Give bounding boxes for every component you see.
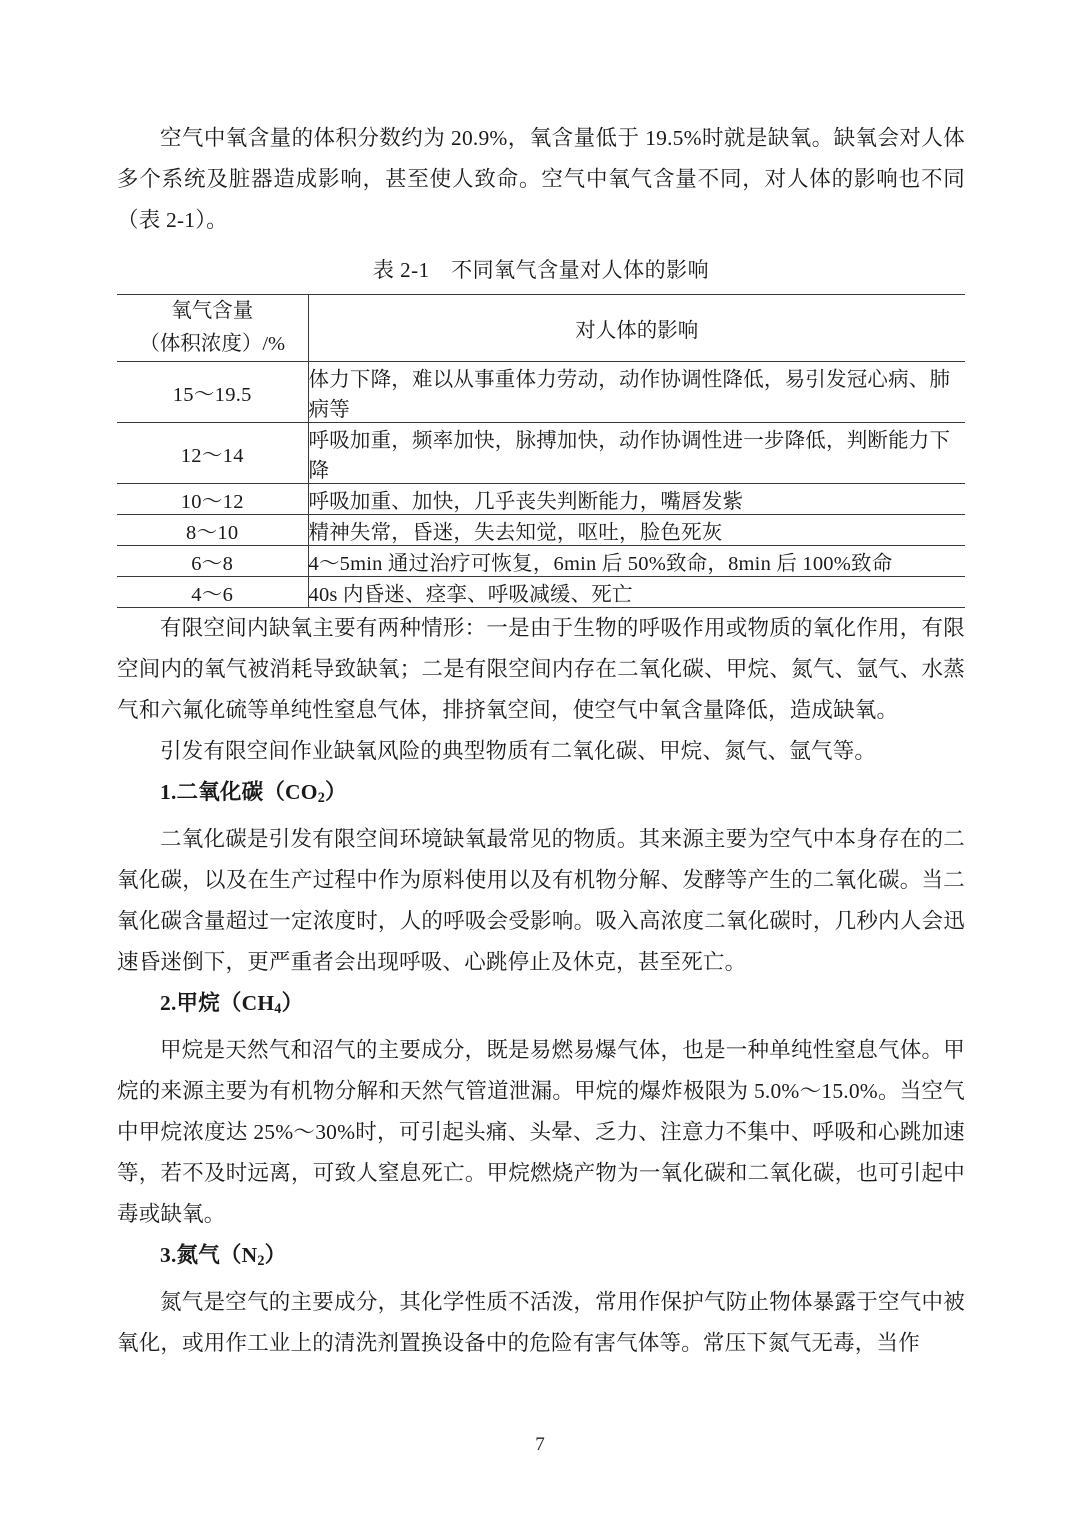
section-heading-nitrogen (117, 1235, 965, 1282)
intro-paragraph: 空气中氧含量的体积分数约为 20.9%，氧含量低于 19.5%时就是缺氧。缺氧会对人体多个系统及脏器造成影响，甚至使人致命。空气中氧气含量不同，对人体的影响也不同（表 2-1）。 (117, 126, 965, 232)
page-content (117, 118, 965, 1364)
oxygen-effects-table-wrapper (117, 294, 965, 608)
page-number: 7 (535, 1434, 545, 1455)
cell-oxygen-range: 8～10 (117, 515, 308, 546)
oxygen-effects-table (117, 294, 965, 608)
header-line-1: 氧气含量 (171, 300, 254, 322)
heading-suffix: ） (264, 1243, 287, 1268)
cell-effect-text: 体力下降，难以从事重体力劳动，动作协调性降低，易引发冠心病、肺病等 (308, 362, 965, 423)
cell-effect-text: 4～5min 通过治疗可恢复，6min 后 50%致命，8min 后 100%致命 (308, 546, 965, 577)
cell-effect-text: 呼吸加重、加快，几乎丧失判断能力，嘴唇发紫 (308, 484, 965, 515)
cell-oxygen-range: 4～6 (117, 577, 308, 608)
column-header-effect: 对人体的影响 (308, 295, 965, 362)
heading-subscript: 4 (274, 1001, 282, 1018)
paragraph-typical-substances: 引发有限空间作业缺氧风险的典型物质有二氧化碳、甲烷、氮气、氩气等。 (160, 739, 877, 763)
table-row (117, 423, 965, 484)
table-row (117, 515, 965, 546)
cell-effect-text: 精神失常，昏迷，失去知觉，呕吐，脸色死灰 (308, 515, 965, 546)
cell-effect-text: 40s 内昏迷、痉挛、呼吸减缓、死亡 (308, 577, 965, 608)
paragraph-methane: 甲烷是天然气和沼气的主要成分，既是易燃易爆气体，也是一种单纯性窒息气体。甲烷的来源主要为有机物分解和天然气管道泄漏。甲烷的爆炸极限为 5.0%～15.0%。当空气中甲烷浓度达 25%～30%时，可引起头痛、头晕、乏力、注意力不集中、呼吸和心跳加速等，若不及时远离，可致人窒息死亡。甲烷燃烧产物为一氧化碳和二氧化碳，也可引起中毒或缺氧。 (117, 1038, 965, 1227)
table-header-row (117, 295, 965, 362)
table-body (117, 295, 965, 608)
cell-oxygen-range: 12～14 (117, 423, 308, 484)
heading-suffix: ） (324, 780, 347, 804)
column-header-oxygen-content (117, 295, 308, 362)
table-row (117, 546, 965, 577)
section-heading-methane (117, 983, 965, 1030)
cell-oxygen-range: 15～19.5 (117, 362, 308, 423)
heading-prefix: 2.甲烷（CH (160, 991, 275, 1016)
cell-effect-text: 呼吸加重，频率加快，脉搏加快，动作协调性进一步降低，判断能力下降 (308, 423, 965, 484)
heading-suffix: ） (281, 991, 304, 1016)
cell-oxygen-range: 6～8 (117, 546, 308, 577)
heading-subscript: 2 (317, 790, 325, 807)
paragraph-carbon-dioxide: 二氧化碳是引发有限空间环境缺氧最常见的物质。其来源主要为空气中本身存在的二氧化碳，以及在生产过程中作为原料使用以及有机物分解、发酵等产生的二氧化碳。当二氧化碳含量超过一定浓度时，人的呼吸会受影响。吸入高浓度二氧化碳时，几秒内人会迅速昏迷倒下，更严重者会出现呼吸、心跳停止及休克，甚至死亡。 (117, 827, 965, 975)
heading-prefix: 1.二氧化碳（CO (160, 780, 318, 804)
heading-subscript: 2 (257, 1253, 265, 1270)
table-row (117, 362, 965, 423)
table-caption: 表 2-1 不同氧气含量对人体的影响 (372, 258, 710, 282)
heading-prefix: 3.氮气（N (160, 1243, 258, 1268)
section-heading-carbon-dioxide (117, 772, 965, 819)
table-row (117, 577, 965, 608)
header-line-2: （体积浓度）/% (139, 333, 286, 355)
paragraph-two-cases: 有限空间内缺氧主要有两种情形：一是由于生物的呼吸作用或物质的氧化作用，有限空间内的氧气被消耗导致缺氧；二是有限空间内存在二氧化碳、甲烷、氮气、氩气、水蒸气和六氟化硫等单纯性窒息气体，排挤氧空间，使空气中氧含量降低，造成缺氧。 (117, 616, 965, 722)
cell-oxygen-range: 10～12 (117, 484, 308, 515)
table-row (117, 484, 965, 515)
paragraph-nitrogen: 氮气是空气的主要成分，其化学性质不活泼，常用作保护气防止物体暴露于空气中被氧化，或用作工业上的清洗剂置换设备中的危险有害气体等。常压下氮气无毒，当作 (117, 1290, 965, 1356)
